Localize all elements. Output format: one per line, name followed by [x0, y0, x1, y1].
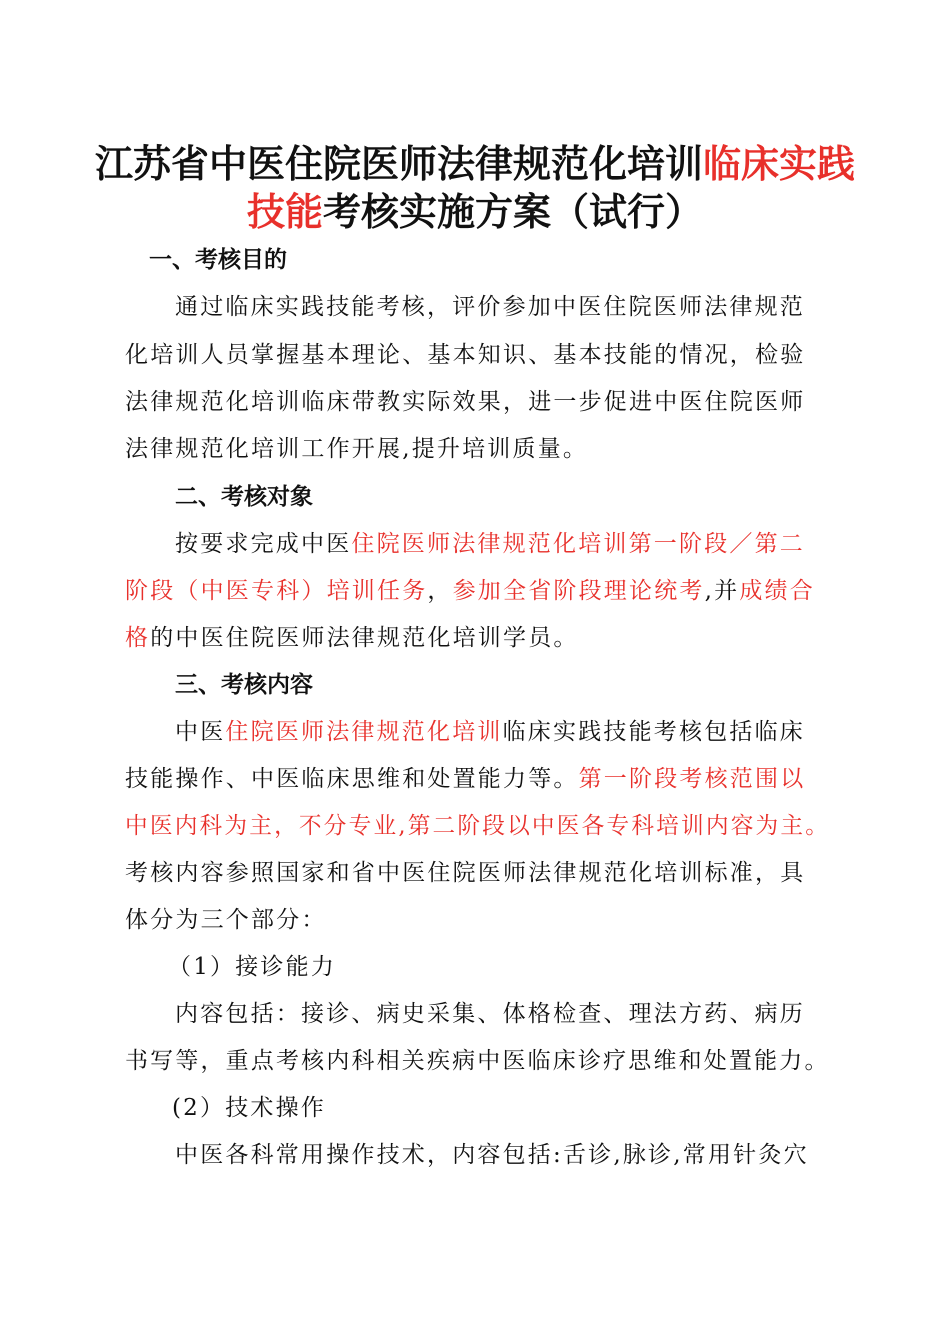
text-run: ，	[427, 578, 453, 604]
paragraph-line: 书写等，重点考核内科相关疾病中医临床诊疗思维和处置能力。	[125, 1048, 830, 1074]
section-heading-content: 三、考核内容	[175, 672, 313, 698]
paragraph-line	[175, 529, 805, 559]
title-text-red: 临床实践	[703, 142, 856, 186]
highlighted-text: 住院医师法律规范化培训第一阶段／第二	[351, 531, 806, 557]
text-run: 临床实践技能考核包括临床	[502, 719, 806, 745]
highlighted-text: 住院医师法律规范化培训	[225, 719, 503, 745]
text-run: 按要求完成中医	[175, 531, 352, 557]
highlighted-text: 阶段（中医专科）培训任务	[125, 578, 428, 604]
title-text-black: 江苏省中医住院医师法律规范化培训	[94, 142, 703, 186]
paragraph-line: 法律规范化培训工作开展,提升培训质量。	[125, 436, 589, 462]
text-run: ,并	[704, 578, 740, 604]
section-heading-target: 二、考核对象	[175, 484, 313, 510]
paragraph-line: 中医各科常用操作技术，内容包括:舌诊,脉诊,常用针灸穴	[175, 1142, 809, 1168]
subsection-heading-reception: （1）接诊能力	[168, 954, 337, 980]
section-heading-purpose: 一、考核目的	[149, 247, 287, 273]
text-run: 的中医住院医师法律规范化培训学员。	[150, 625, 579, 651]
paragraph-line: 通过临床实践技能考核，评价参加中医住院医师法律规范	[175, 294, 805, 320]
paragraph-line: 化培训人员掌握基本理论、基本知识、基本技能的情况，检验	[125, 342, 806, 368]
paragraph-line	[175, 717, 805, 747]
paragraph-line: 内容包括：接诊、病史采集、体格检查、理法方药、病历	[175, 1001, 805, 1027]
highlighted-text: 格	[125, 625, 151, 651]
document-title-line-1	[0, 140, 950, 188]
document-title-line-2	[0, 188, 950, 236]
paragraph-line	[125, 764, 805, 794]
paragraph-line	[125, 576, 815, 606]
title-text-black: 考核实施方案（试行）	[323, 190, 704, 234]
highlighted-text: 第一阶段考核范围以	[578, 766, 806, 792]
paragraph-line: 法律规范化培训临床带教实际效果，进一步促进中医住院医师	[125, 389, 806, 415]
highlighted-text: 参加全省阶段理论统考	[452, 578, 705, 604]
paragraph-line: 体分为三个部分：	[125, 907, 327, 933]
text-run: 技能操作、中医临床思维和处置能力等。	[125, 766, 579, 792]
title-text-red: 技能	[246, 190, 323, 234]
highlighted-text: 成绩合	[739, 578, 815, 604]
paragraph-line	[125, 623, 579, 653]
paragraph-line: 考核内容参照国家和省中医住院医师法律规范化培训标准，具	[125, 860, 806, 886]
subsection-heading-technique: (2）技术操作	[172, 1095, 327, 1121]
paragraph-line-highlighted: 中医内科为主，不分专业,第二阶段以中医各专科培训内容为主。	[125, 813, 831, 839]
text-run: 中医	[175, 719, 226, 745]
